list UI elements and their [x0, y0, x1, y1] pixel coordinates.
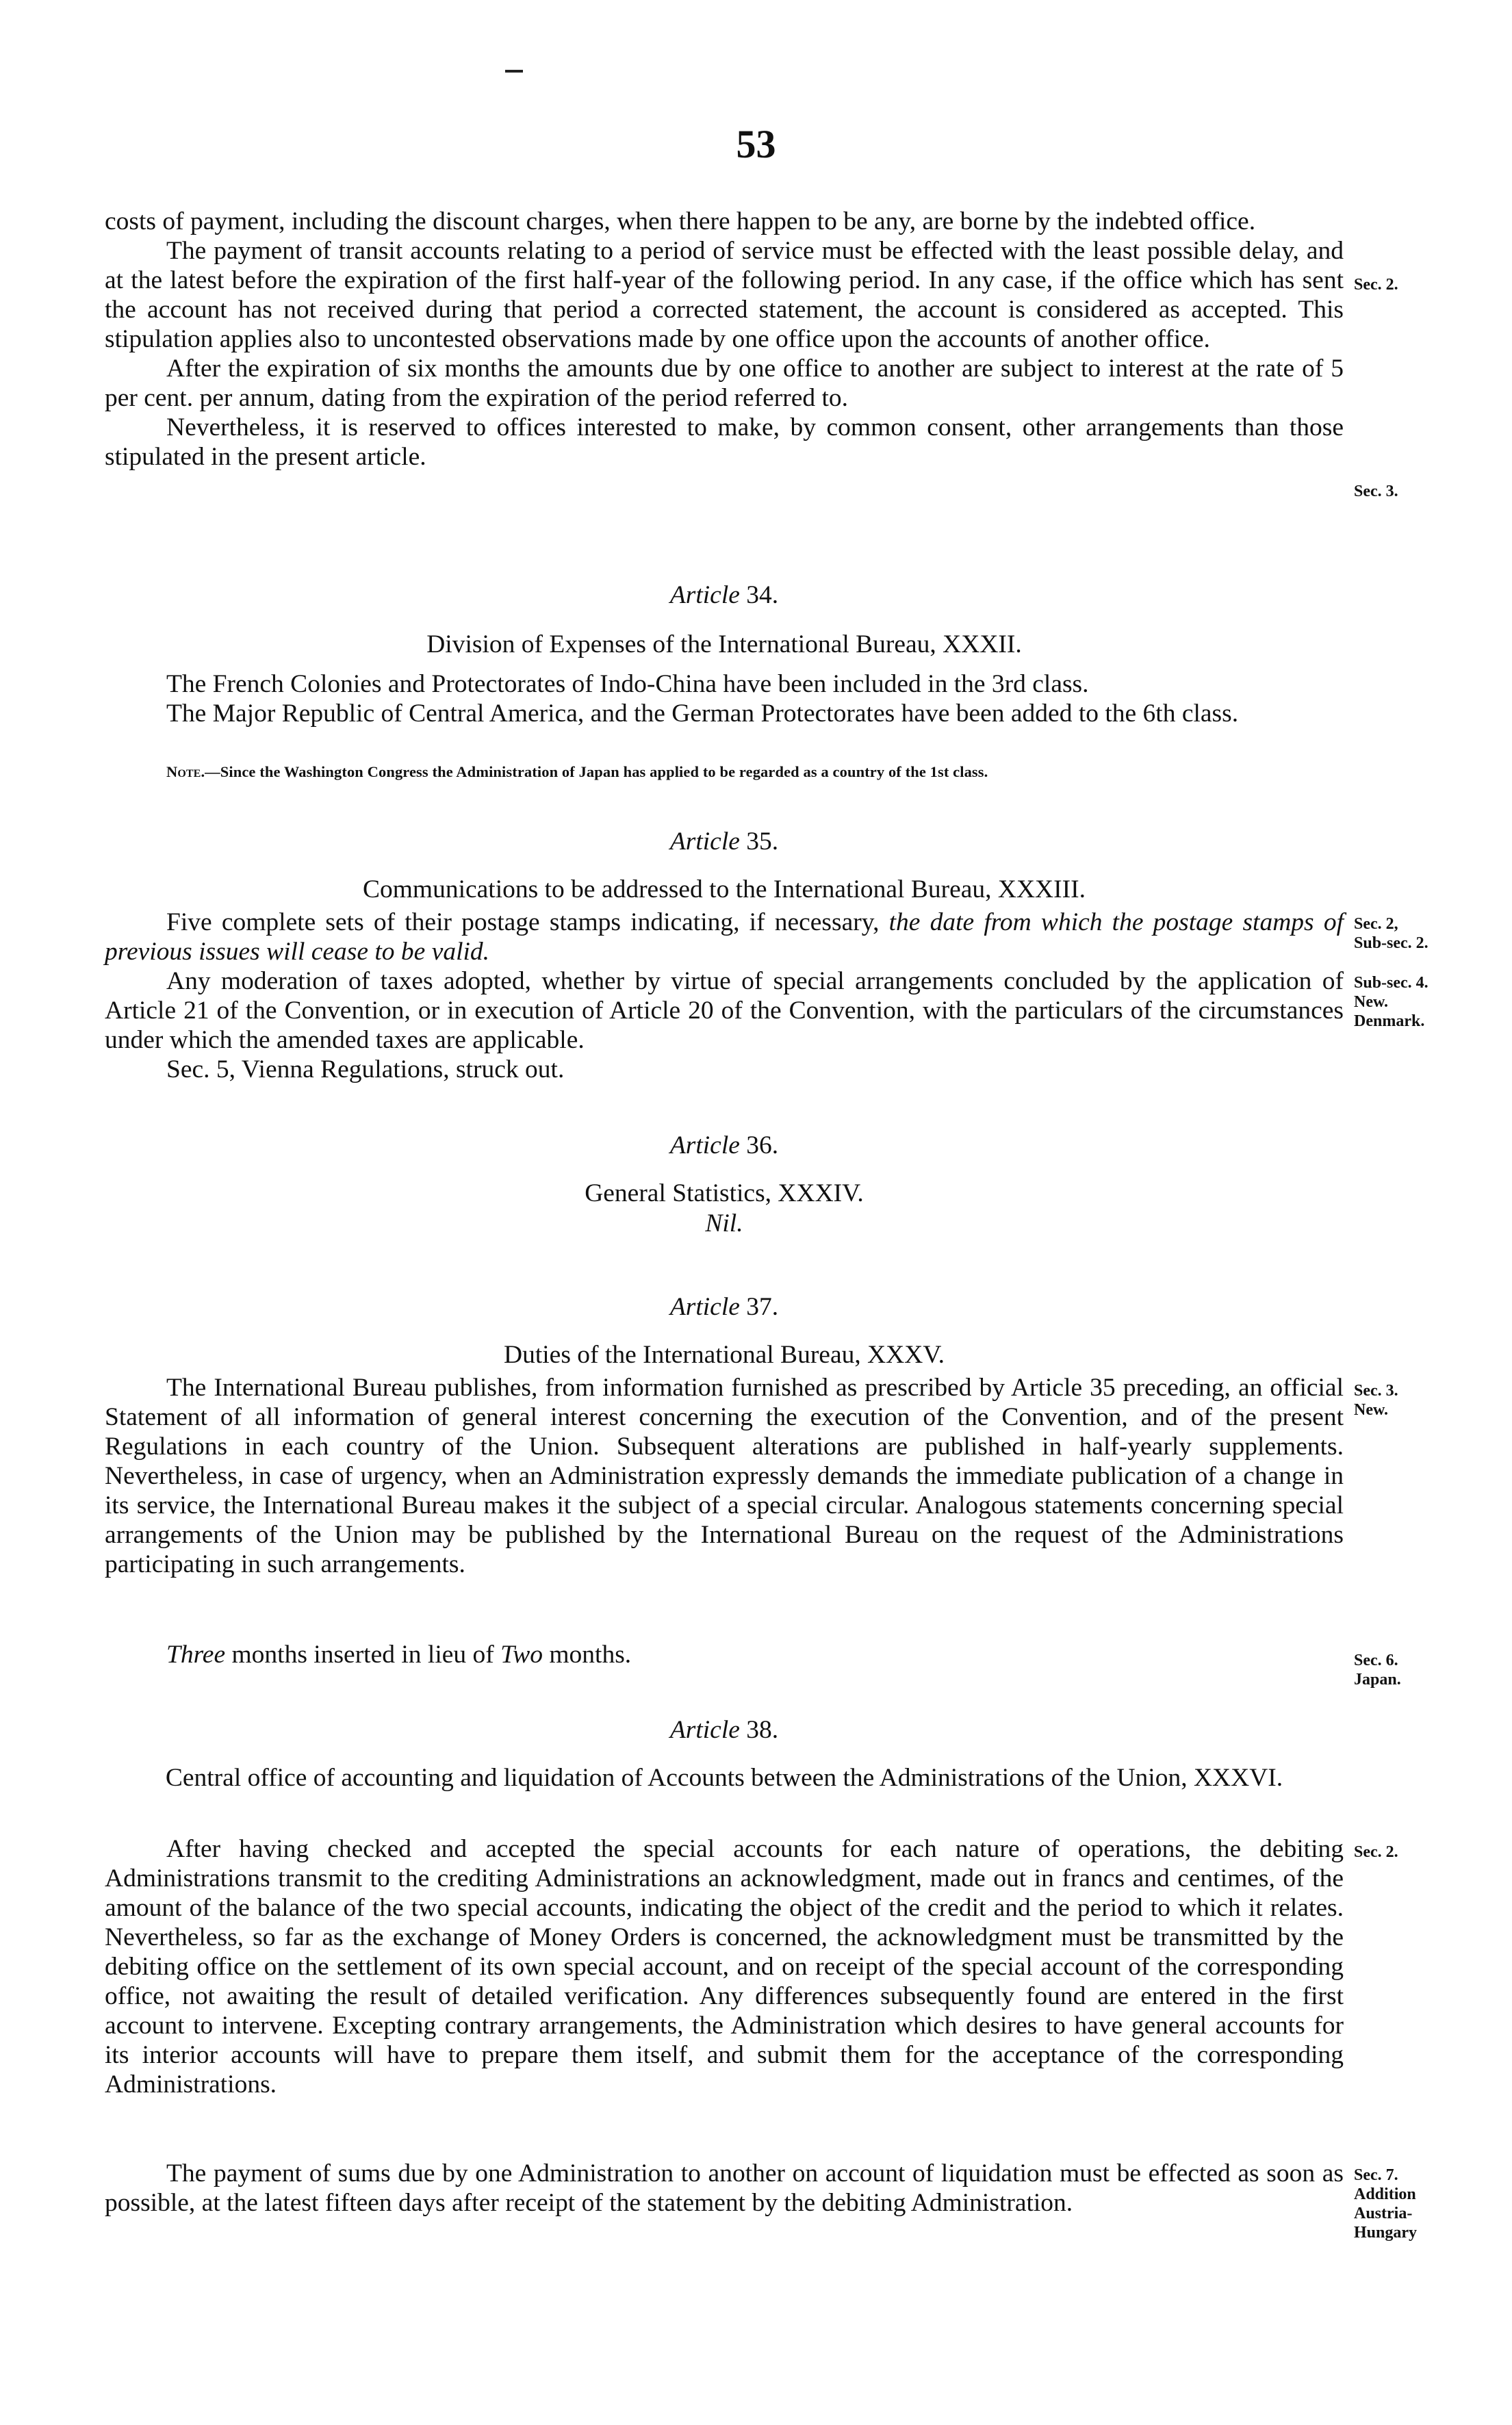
amendment-italic-1: Three [166, 1641, 226, 1669]
article-38-payment [105, 2159, 1344, 2218]
article-37-amendment [105, 1640, 1344, 1669]
top-dash-mark [505, 70, 523, 73]
article-38-body [105, 1834, 1344, 2099]
margin-note-article-38-a: Sec. 2. [1354, 1843, 1398, 1861]
article-36-word: Article [669, 1131, 740, 1159]
article-38-paragraph-1: After having checked and accepted the special accounts for each nature of operations, the debiting Administrations transmit to the crediting Administrations an acknowledgment, made out in francs and centimes, of the amount of the balance of the two special accounts, indicating the object of the credit and the period to which it relates. Nevertheless, so far as the exchange of Money Orders is concerned, the acknowledgment must be transmitted by the debiting office on the settlement of its own special account, and on receipt of the special account of the corresponding office, not awaiting the result of detailed verification. Any differences subsequently found are entered in the first account to intervene. Excepting contrary arrangements, the Administration which desires to have general accounts for its interior accounts will have to prepare them itself, and submit them for the acceptance of the corresponding Administrations. [105, 1835, 1344, 2099]
note-text: —Since the Washington Congress the Administration of Japan has applied to be regarded as a country of the 1st class. [205, 763, 988, 780]
article-36-nil: Nil. [705, 1209, 743, 1237]
margin-note-article-37-b [1354, 1651, 1504, 1689]
margin-line: Sec. 2, [1354, 915, 1398, 933]
article-34-number: 34. [746, 581, 779, 609]
article-35-paragraph-1-text: Five complete sets of their postage stamps indicating, if necessary, [166, 908, 889, 936]
article-35-paragraph-3: Sec. 5, Vienna Regulations, struck out. [166, 1055, 565, 1083]
article-37-title: Duties of the International Bureau, XXXV. [504, 1341, 945, 1369]
article-37-number: 37. [746, 1293, 779, 1321]
article-34-body [105, 669, 1344, 728]
article-35-word: Article [669, 827, 740, 856]
amendment-text-2: months. [542, 1641, 632, 1669]
article-36-number: 36. [746, 1131, 779, 1159]
article-35-paragraph-2: Any moderation of taxes adopted, whether by virtue of special arrangements concluded by the application of Article 21 of the Convention, or in execution of Article 20 of the Convention, with the particulars of the circumstances under which the amended taxes are applicable. [105, 967, 1344, 1054]
reserved-paragraph: Nevertheless, it is reserved to offices interested to make, by common consent, other arrangements than those stipulated in the present article. [105, 413, 1344, 471]
article-34-paragraph-2: The Major Republic of Central America, and the German Protectorates have been added to the 6th class. [166, 700, 1239, 728]
article-36-title: General Statistics, XXXIV. [585, 1179, 864, 1207]
article-34-heading [105, 580, 1344, 610]
article-38-title: Central office of accounting and liquidation of Accounts between the Administrations of the Union, XXXVI. [165, 1764, 1283, 1792]
amendment-italic-2: Two [500, 1641, 543, 1669]
article-35-paragraph-1 [105, 908, 1344, 966]
article-34-title: Division of Expenses of the International Bureau, XXXII. [426, 630, 1022, 658]
margin-line: Sec. 3. [1354, 1382, 1398, 1400]
article-38-word: Article [669, 1716, 740, 1744]
article-35-number: 35. [746, 827, 779, 856]
article-35-heading [105, 827, 1344, 856]
margin-line: Sec. 7. [1354, 2166, 1398, 2184]
margin-note-transit: Sec. 2. [1354, 276, 1398, 294]
intro-paragraph: costs of payment, including the discount charges, when there happen to be any, are borne by the indebted office. [105, 207, 1256, 235]
article-37-paragraph-2 [105, 1640, 1344, 1669]
margin-line: Sec. 6. [1354, 1652, 1398, 1669]
article-38-paragraph-2: The payment of sums due by one Administration to another on account of liquidation must be effected as soon as possible, at the latest fifteen days after receipt of the statement by the debiting Administration. [105, 2159, 1344, 2217]
margin-line: New. [1354, 1401, 1388, 1419]
article-34-paragraph-1: The French Colonies and Protectorates of Indo-China have been included in the 3rd class. [166, 670, 1089, 698]
margin-note-article-37-a [1354, 1381, 1504, 1420]
margin-note-article-38-b [1354, 2166, 1504, 2242]
margin-line: New. [1354, 993, 1388, 1011]
note-label: Note. [166, 763, 205, 780]
transit-paragraph: The payment of transit accounts relating to a period of service must be effected with the least possible delay, and at the latest before the expiration of the first half-year of the following period. In any case, if the office which has sent the account has not received during that period a corrected statement, the account is considered as accepted. This stipulation applies also to uncontested observations made by one office upon the accounts of another office. [105, 237, 1344, 353]
article-35-body [105, 908, 1344, 1084]
article-37-word: Article [669, 1293, 740, 1321]
article-35-paragraph-1-italic: the date from which the postage stamps of previous issues will cease to be valid. [105, 908, 1344, 966]
margin-line: Denmark. [1354, 1012, 1425, 1030]
article-37-heading [105, 1292, 1344, 1322]
article-37-body [105, 1373, 1344, 1579]
margin-note-reserved: Sec. 3. [1354, 483, 1398, 500]
article-34-note [105, 762, 1344, 782]
margin-line: Addition [1354, 2185, 1416, 2203]
margin-note-article-35-a [1354, 914, 1504, 953]
amendment-text-1: months inserted in lieu of [225, 1641, 501, 1669]
article-38-heading [105, 1715, 1344, 1745]
margin-line: Japan. [1354, 1671, 1401, 1689]
opening-section [105, 207, 1344, 472]
margin-note-article-35-b [1354, 973, 1504, 1031]
article-38-number: 38. [746, 1716, 779, 1744]
interest-paragraph: After the expiration of six months the amounts due by one office to another are subject to interest at the rate of 5 per cent. per annum, dating from the expiration of the period referred to. [105, 355, 1344, 412]
page-number: 53 [736, 122, 776, 166]
margin-line: Austria- [1354, 2205, 1413, 2222]
article-37-paragraph-1: The International Bureau publishes, from information furnished as prescribed by Article 35 preceding, an official Statement of all information of general interest concerning the execution of the Convention, and of the present Regulations in each country of the Union. Subsequent alterations are published in half-yearly supplements. Nevertheless, in case of urgency, when an Administration expressly demands the immediate publication of a change in its service, the International Bureau makes it the subject of a special circular. Analogous statements concerning special arrangements of the Union may be published by the International Bureau on the request of the Administrations participating in such arrangements. [105, 1374, 1344, 1578]
margin-line: Hungary [1354, 2224, 1418, 2242]
margin-line: Sub-sec. 2. [1354, 934, 1428, 952]
article-36-heading [105, 1131, 1344, 1160]
margin-line: Sub-sec. 4. [1354, 974, 1428, 992]
article-34-word: Article [669, 581, 740, 609]
article-35-title: Communications to be addressed to the International Bureau, XXXIII. [363, 875, 1086, 903]
